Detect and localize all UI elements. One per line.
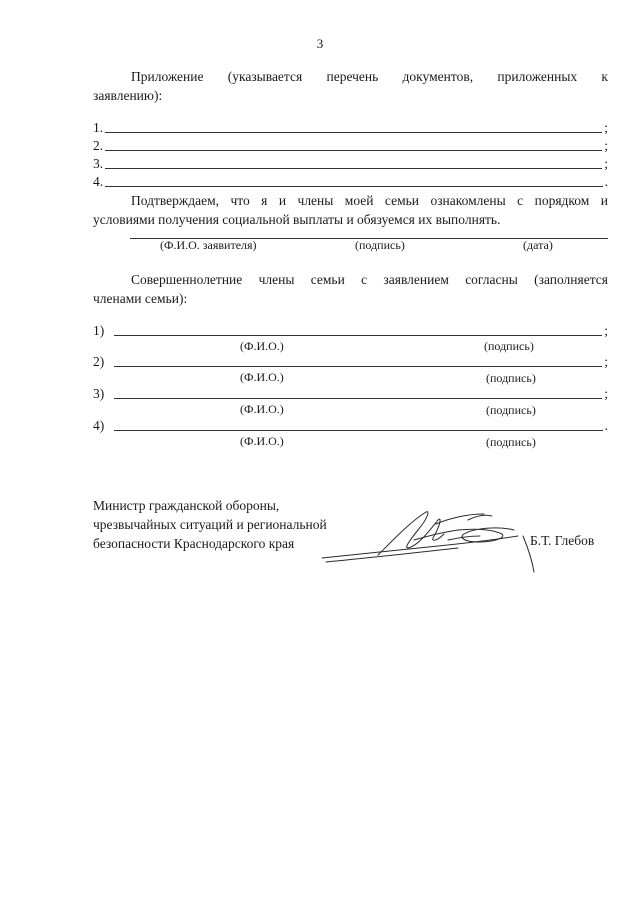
member-signature-caption: (подпись): [486, 435, 536, 449]
page-number: 3: [316, 36, 324, 51]
member-row-number: 1): [93, 323, 105, 338]
member-row-1: [93, 321, 608, 339]
member-signature-caption: (подпись): [486, 403, 536, 417]
confirmation-text-line1: Подтверждаем, что я и члены моей семьи ознакомлены с порядком и: [131, 193, 608, 208]
appendix-item-number: 1.: [93, 120, 104, 135]
member-row-4: [93, 416, 608, 434]
member-row-number: 4): [93, 418, 105, 433]
appendix-text-line2: заявлению):: [93, 88, 163, 103]
appendix-item-number: 4.: [93, 174, 104, 189]
member-row-blank[interactable]: [114, 334, 602, 336]
appendix-item-blank[interactable]: [105, 149, 602, 151]
signatory-name: Б.Т. Глебов: [530, 533, 595, 548]
member-fio-caption: (Ф.И.О.): [240, 402, 284, 416]
appendix-item-blank[interactable]: [105, 167, 602, 169]
member-row-number: 2): [93, 354, 105, 369]
adult-members-text-line1: Совершеннолетние члены семьи с заявлением согласны (заполняется: [131, 272, 608, 287]
appendix-item-end: .: [604, 174, 608, 189]
member-row-end: ;: [604, 386, 608, 401]
member-row-end: ;: [604, 323, 608, 338]
member-signature-caption: (подпись): [486, 371, 536, 385]
member-row-end: ;: [604, 354, 608, 369]
member-row-blank[interactable]: [114, 365, 602, 367]
applicant-fio-caption: (Ф.И.О. заявителя): [160, 238, 257, 252]
appendix-item-blank[interactable]: [105, 131, 602, 133]
confirmation-text-line2: условиями получения социальной выплаты и обязуемся их выполнять.: [93, 212, 501, 227]
signatory-title-line3: безопасности Краснодарского края: [93, 536, 295, 551]
appendix-item-number: 3.: [93, 156, 104, 171]
appendix-item-number: 2.: [93, 138, 104, 153]
member-row-3: [93, 384, 608, 402]
adult-members-text-line2: членами семьи):: [93, 291, 188, 306]
signatory-title-line2: чрезвычайных ситуаций и региональной: [93, 517, 327, 532]
member-row-2: [93, 352, 608, 370]
appendix-item-end: ;: [604, 120, 608, 135]
member-signature-caption: (подпись): [484, 339, 534, 353]
appendix-item-1: [93, 118, 608, 136]
appendix-text-line1: Приложение (указывается перечень документов, приложенных к: [131, 69, 608, 84]
appendix-item-end: ;: [604, 138, 608, 153]
member-fio-caption: (Ф.И.О.): [240, 434, 284, 448]
applicant-date-caption: (дата): [523, 238, 553, 252]
handwritten-signature: [318, 500, 548, 580]
member-row-blank[interactable]: [114, 429, 602, 431]
member-row-blank[interactable]: [114, 397, 602, 399]
appendix-item-blank[interactable]: [105, 185, 603, 187]
member-fio-caption: (Ф.И.О.): [240, 339, 284, 353]
appendix-item-2: [93, 136, 608, 154]
appendix-item-3: [93, 154, 608, 172]
member-fio-caption: (Ф.И.О.): [240, 370, 284, 384]
member-row-number: 3): [93, 386, 105, 401]
appendix-item-4: [93, 172, 608, 190]
applicant-signature-caption: (подпись): [355, 238, 405, 252]
signatory-title-line1: Министр гражданской обороны,: [93, 498, 280, 513]
member-row-end: .: [604, 418, 608, 433]
appendix-item-end: ;: [604, 156, 608, 171]
